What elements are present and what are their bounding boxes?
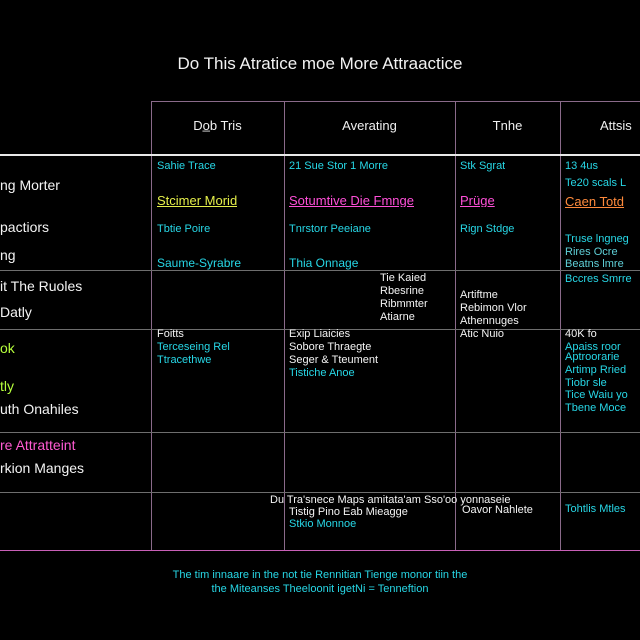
cell-text: Tistig Pino Eab Mieagge xyxy=(289,506,408,518)
grid-line-h3 xyxy=(0,432,640,433)
cell-text: Ttracethwe xyxy=(157,354,212,366)
cell-text: Sobore Thraegte xyxy=(289,341,372,353)
cell-text: Tbtie Poire xyxy=(157,223,211,235)
page-title: Do This Atratice moe More Attraactice xyxy=(177,54,463,73)
row-label: ok xyxy=(0,340,15,356)
cell-text: Foitts xyxy=(157,328,184,340)
grid-line-v1 xyxy=(151,101,152,551)
cell-text: Artiftme xyxy=(460,289,498,301)
cell-text: 21 Sue Stor 1 Morre xyxy=(289,160,389,172)
cell-text: Beatns lmre xyxy=(565,258,624,270)
cell-text: Tice Waiu yo xyxy=(565,389,628,401)
row-label: Datly xyxy=(0,304,32,320)
cell-text: Rign Stdge xyxy=(460,223,515,235)
row-label: pactiors xyxy=(0,219,50,235)
cell-text: Apaiss roor xyxy=(565,341,621,353)
row-label: tly xyxy=(0,378,14,394)
grid-line-v3 xyxy=(455,101,456,551)
column-header-4: Attsis xyxy=(600,118,632,133)
footer-line: the Miteanses Theeloonit igetNi = Tenneftion xyxy=(211,583,429,595)
cell-text: Stk Sgrat xyxy=(460,160,506,172)
cell-text: Tnrstorr Peeiane xyxy=(289,223,371,235)
cell-text: Stkio Monnoe xyxy=(289,518,357,530)
cell-link[interactable]: Prüge xyxy=(460,194,495,207)
column-header-3: Tnhe xyxy=(492,118,523,133)
row-label: it The Ruoles xyxy=(0,278,83,294)
cell-text: Bccres Smrre xyxy=(565,273,632,285)
cell-text: Thia Onnage xyxy=(289,257,359,270)
grid-line-v2 xyxy=(284,101,285,551)
cell-link[interactable]: Stcimer Morid xyxy=(157,194,238,207)
cell-text: Du Tra'snece Maps amitata'am Sso'oo yonnaseie xyxy=(270,494,511,506)
cell-text: Artimp Rried xyxy=(565,364,627,376)
row-label: uth Onahiles xyxy=(0,401,79,417)
cell-text: 13 4us xyxy=(565,160,599,172)
cell-link[interactable]: Caen Totd xyxy=(565,195,625,208)
cell-text: Tistiche Anoe xyxy=(289,367,355,379)
header-separator xyxy=(0,154,640,156)
row-label: re Attratteint xyxy=(0,437,76,453)
cell-text: Rebimon Vlor xyxy=(460,302,527,314)
cell-text: Atiarne xyxy=(380,311,415,323)
cell-text: Tohtlis Mtles xyxy=(565,503,626,515)
cell-text: Te20 scals L xyxy=(565,177,627,189)
cell-text: Rires Ocre xyxy=(565,246,618,258)
row-label: rkion Manges xyxy=(0,460,85,476)
cell-text: Tbene Moce xyxy=(565,402,627,414)
cell-text: Seger & Tteument xyxy=(289,354,379,366)
column-header-2: Averating xyxy=(342,118,397,133)
cell-text: Rbesrine xyxy=(380,285,425,297)
cell-text: Sahie Trace xyxy=(157,160,216,172)
footer-line: The tim innaare in the not tie Rennitian Tienge monor tiin the xyxy=(172,569,468,581)
cell-text: Atic Nuio xyxy=(460,328,505,340)
row-label: ng xyxy=(0,247,16,263)
grid-line-h1 xyxy=(0,270,640,271)
cell-link[interactable]: Sotumtive Die Fmnge xyxy=(289,194,414,207)
cell-text: 40K fo xyxy=(565,328,597,340)
cell-text: Athennuges xyxy=(460,315,519,327)
cell-text: Saume-Syrabre xyxy=(157,257,242,270)
grid-line-h4 xyxy=(0,492,640,493)
cell-text: Tiobr sle xyxy=(565,377,607,389)
row-label: ng Morter xyxy=(0,177,60,193)
grid-line-top xyxy=(151,101,640,102)
cell-text: Ribmmter xyxy=(380,298,428,310)
cell-text: Oavor Nahlete xyxy=(462,504,533,516)
grid-line-bottom xyxy=(0,550,640,551)
cell-text: Aptroorarie xyxy=(565,351,620,363)
cell-text: Tie Kaied xyxy=(380,272,427,284)
cell-text: Exip Liaicies xyxy=(289,328,351,340)
column-header-1: Do̲b Tris xyxy=(193,118,242,133)
cell-text: Truse lngneg xyxy=(565,233,629,245)
cell-text: Terceseing Rel xyxy=(157,341,230,353)
grid-line-v4 xyxy=(560,101,561,551)
